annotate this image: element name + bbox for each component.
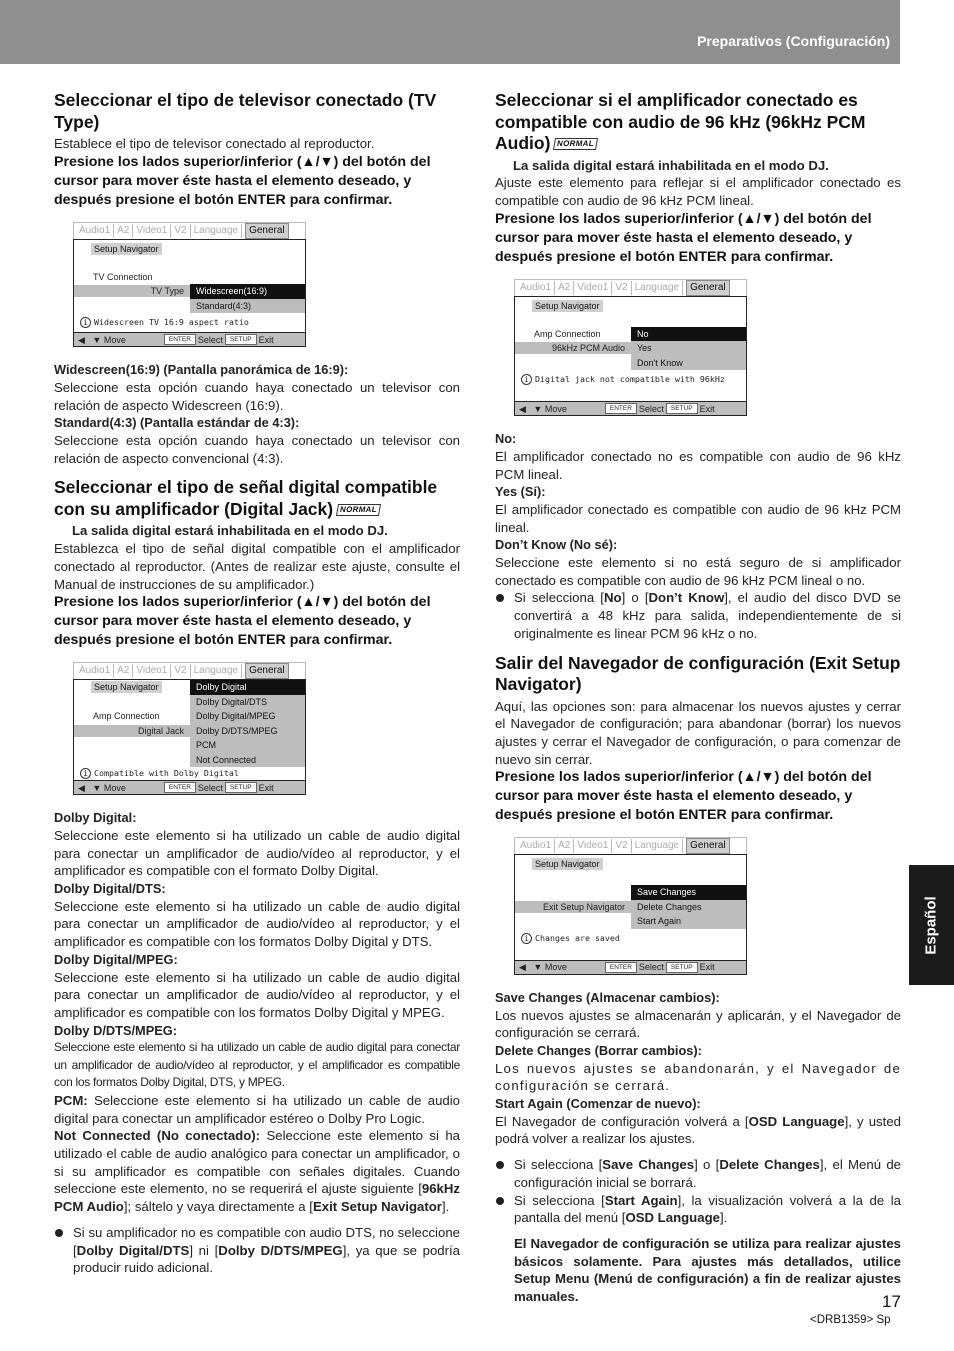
osd-option: Dolby Digital [190, 680, 305, 695]
arrow-icons: ◀ ▼ Move [519, 962, 567, 973]
osd-category: Amp Connection [534, 328, 601, 339]
osd-info: i Compatible with Dolby Digital [74, 767, 305, 780]
language-tab [909, 865, 954, 985]
info-icon: i [80, 317, 91, 328]
item-label: Start Again (Comenzar de nuevo): [495, 1096, 701, 1112]
info-icon: i [521, 933, 532, 944]
item-label: Dolby Digital/MPEG: [54, 951, 178, 967]
osd-setting: Exit Setup Navigator [515, 901, 631, 913]
tab-general: General [245, 223, 289, 239]
item-text: Los nuevos ajustes se almacenarán y aplicarán, y el Navegador de configuración se cerrará. [495, 1007, 901, 1041]
tab-audio1: Audio1 [76, 224, 114, 238]
exit-navigator-heading: Salir del Navegador de configuración (Exit Setup Navigator) [495, 652, 901, 695]
osd-select: Select [197, 334, 223, 345]
tv-type-intro: Establece el tipo de televisor conectado al reproductor. [54, 136, 375, 151]
osd-option: Yes [631, 341, 746, 356]
osd-select: Select [197, 782, 223, 793]
right-column [495, 90, 901, 1306]
osd-exit: Exit [699, 403, 715, 414]
dj-note: La salida digital estará inhabilitada en el modo DJ. [72, 523, 388, 539]
no-dontknow-bullet: Si selecciona [No] o [Don’t Know], el audio del disco DVD se convertirá a 48 kHz para salida, independientemente de si originalmente es linear PCM 96 kHz o no. [495, 589, 901, 642]
left-column [54, 90, 460, 1277]
setup-key: SETUP [225, 782, 257, 793]
item-text: Seleccione esta opción cuando haya conectado un televisor con relación de aspecto Widescreen (16:9). [54, 379, 460, 413]
item-text: El amplificador conectado no es compatible con audio de 96 kHz PCM lineal. [495, 448, 901, 482]
item-text: Seleccione este elemento si ha utilizado un cable de audio digital para conectar un amplificador de audio/vídeo al reproductor, y el amplificador es compatible con los formatos Dolby Digital, DTS, y MPEG. [54, 1040, 460, 1090]
document-code: <DRB1359> Sp [810, 1314, 891, 1326]
item-label: Delete Changes (Borrar cambios): [495, 1042, 702, 1058]
dj-note: La salida digital estará inhabilitada en el modo DJ. [513, 157, 829, 173]
pcm-item: PCM: Seleccione este elemento si ha utilizado un cable de audio digital para conectar un amplificador estéreo o Dolby Pro Logic. [54, 1092, 460, 1126]
osd-option: Dolby D/DTS/MPEG [190, 724, 305, 739]
tab-video1: Video1 [133, 224, 171, 238]
tab-video1: Video1 [133, 664, 171, 678]
final-note: El Navegador de configuración se utiliza para realizar ajustes básicos solamente. Para ajustes más detallados, utilice Setup Menu (Menú de configuración) a fin de realizar ajustes manuales. [514, 1236, 901, 1305]
digital-jack-heading: Seleccionar el tipo de señal digital compatible con su amplificador (Digital Jack) NORMAL [54, 477, 438, 519]
osd-category: Amp Connection [93, 711, 160, 722]
tab-a2: A2 [555, 281, 574, 295]
osd-option: PCM [190, 738, 305, 753]
enter-key: ENTER [164, 782, 196, 793]
item-label: Dolby Digital: [54, 810, 137, 826]
save-delete-bullet: Si selecciona [Save Changes] o [Delete Changes], el Menú de configuración inicial se borrará. [495, 1156, 901, 1191]
enter-key: ENTER [605, 403, 637, 414]
tab-video1: Video1 [574, 281, 612, 295]
exit-navigator-intro: Aquí, las opciones son: para almacenar los nuevos ajustes y cerrar el Navegador de configuración; para abandonar (borrar) los nuevos ajustes y cerrar el Navegador de configuración, o para comenzar de nuevo sin cerrar. [495, 698, 901, 767]
pcm96-instruction: Presione los lados superior/inferior (▲/▼) del botón del cursor para mover éste hasta el elemento deseado, y después presione el botón ENTER para confirmar. [495, 210, 872, 265]
info-icon: i [80, 768, 91, 779]
not-connected-item: Not Connected (No conectado): Seleccione este elemento si ha utilizado el cable de audio analógico para conectar un amplificador, o si su amplificador es compatible con señales digitales. Cuando seleccione este elemento, no se requerirá el ajuste siguiente [96kHz PCM Audio]; sáltelo y vaya directamente a [Exit Setup Navigator]. [54, 1128, 460, 1215]
start-again-text: El Navegador de configuración volverá a [OSD Language], y usted podrá volver a realizar los ajustes. [495, 1113, 901, 1147]
item-text: Seleccione este elemento si ha utilizado un cable de audio digital para conectar un amplificador de audio/vídeo al reproductor, y el amplificador es compatible con los formatos Dolby Digital y MPEG. [54, 969, 460, 1020]
item-label: Don’t Know (No sé): [495, 537, 618, 553]
pcm96-heading: Seleccionar si el amplificador conectado es compatible con audio de 96 kHz (96kHz PCM Audio) NORMAL [495, 90, 866, 153]
osd-info: i Digital jack not compatible with 96kHz [515, 370, 746, 389]
osd-tv-type [73, 222, 306, 348]
osd-exit: Exit [258, 782, 274, 793]
item-label: Yes (Sí): [495, 484, 546, 500]
osd-bottom-bar [515, 960, 746, 974]
page-number: 17 [882, 1292, 901, 1311]
digital-jack-intro: Establezca el tipo de señal digital compatible con el amplificador conectado al reproductor. (Antes de realizar este ajuste, consulte el Manual de instrucciones de su amplificador.) [54, 541, 460, 592]
tab-language: Language [632, 281, 684, 295]
start-again-bullet: Si selecciona [Start Again], la visualización volverá a la de la pantalla del menú [OSD Language]. [495, 1192, 901, 1227]
arrow-icons: ◀ ▼ Move [519, 403, 567, 414]
item-text: Seleccione esta opción cuando haya conectado un televisor con relación de aspecto convencional (4:3). [54, 433, 460, 466]
tab-a2: A2 [114, 224, 133, 238]
setup-key: SETUP [225, 334, 257, 345]
item-label: Dolby D/DTS/MPEG: [54, 1022, 177, 1038]
tab-v2: V2 [171, 664, 190, 678]
osd-select: Select [638, 962, 664, 973]
osd-option: Not Connected [190, 753, 305, 768]
enter-key: ENTER [164, 334, 196, 345]
tab-language: Language [191, 224, 243, 238]
header-bar [0, 0, 900, 64]
section-title: Preparativos (Configuración) [697, 33, 890, 49]
tab-audio1: Audio1 [517, 839, 555, 853]
language-tab-label: Español [923, 895, 941, 955]
info-icon: i [521, 374, 532, 385]
tab-v2: V2 [171, 224, 190, 238]
osd-option: Widescreen(16:9) [190, 284, 305, 299]
osd-nav-title: Setup Navigator [532, 858, 603, 870]
osd-exit-navigator [514, 837, 747, 975]
arrow-icons: ◀ ▼ Move [78, 334, 126, 345]
item-text: Los nuevos ajustes se abandonarán, y el Navegador de configuración se cerrará. [495, 1060, 901, 1094]
pcm96-intro: Ajuste este elemento para reflejar si el amplificador conectado es compatible con audio de 96 kHz PCM lineal. [495, 175, 901, 208]
osd-option: No [631, 327, 746, 342]
exit-navigator-instruction: Presione los lados superior/inferior (▲/▼) del botón del cursor para mover éste hasta el elemento deseado, y después presione el botón ENTER para confirmar. [495, 769, 872, 824]
osd-setting: Digital Jack [74, 725, 190, 737]
normal-mode-icon: NORMAL [336, 504, 381, 516]
tab-general: General [686, 280, 730, 296]
osd-info: i Widescreen TV 16:9 aspect ratio [74, 313, 305, 332]
osd-option: Standard(4:3) [190, 299, 305, 314]
enter-key: ENTER [605, 962, 637, 973]
item-text: El amplificador conectado es compatible con audio de 96 kHz PCM lineal. [495, 501, 901, 535]
osd-tabs [73, 222, 306, 239]
osd-96khz [514, 279, 747, 417]
item-label: Standard(4:3) (Pantalla estándar de 4:3): [54, 415, 300, 431]
item-text: Seleccione este elemento si ha utilizado un cable de audio digital para conectar un amplificador de audio/vídeo al reproductor, y el amplificador es compatible con los formatos Dolby Digital y DTS. [54, 898, 460, 950]
osd-setting: 96kHz PCM Audio [515, 342, 631, 354]
tab-language: Language [191, 664, 243, 678]
osd-option: Don't Know [631, 356, 746, 371]
osd-bottom-bar [74, 332, 305, 346]
tab-video1: Video1 [574, 839, 612, 853]
tv-type-heading: Seleccionar el tipo de televisor conectado (TV Type) [54, 90, 437, 132]
osd-bottom-bar [74, 780, 305, 794]
tab-v2: V2 [612, 839, 631, 853]
item-text: Seleccione este elemento si ha utilizado un cable de audio digital para conectar un amplificador de audio/vídeo al reproductor, y el amplificador es compatible con el formato Dolby Digital. [54, 827, 460, 879]
tab-audio1: Audio1 [76, 664, 114, 678]
osd-option: Dolby Digital/MPEG [190, 709, 305, 724]
setup-key: SETUP [666, 962, 698, 973]
osd-info: i Changes are saved [515, 929, 746, 948]
tv-type-instruction: Presione los lados superior/inferior (▲/▼) del botón del cursor para mover éste hasta el elemento deseado, y después presione el botón ENTER para confirmar. [54, 153, 431, 208]
osd-category: TV Connection [93, 271, 153, 282]
item-label: Widescreen(16:9) (Pantalla panorámica de 16:9): [54, 362, 349, 378]
osd-nav-title: Setup Navigator [91, 243, 162, 255]
tab-a2: A2 [555, 839, 574, 853]
arrow-icons: ◀ ▼ Move [78, 782, 126, 793]
osd-option: Start Again [631, 914, 746, 929]
item-label: Save Changes (Almacenar cambios): [495, 989, 720, 1005]
osd-option: Save Changes [631, 885, 746, 900]
osd-exit: Exit [258, 334, 274, 345]
tab-general: General [686, 838, 730, 854]
osd-bottom-bar [515, 401, 746, 415]
normal-mode-icon: NORMAL [553, 138, 598, 150]
tab-audio1: Audio1 [517, 281, 555, 295]
item-label: No: [495, 431, 517, 447]
dts-bullet: Si su amplificador no es compatible con audio DTS, no seleccione [Dolby Digital/DTS] ni [Dolby D/DTS/MPEG], ya que se podría producir ruido adicional. [54, 1224, 460, 1277]
osd-nav-title: Setup Navigator [532, 300, 603, 312]
osd-setting: TV Type [74, 285, 190, 297]
digital-jack-instruction: Presione los lados superior/inferior (▲/▼) del botón del cursor para mover éste hasta el elemento deseado, y después presione el botón ENTER para confirmar. [54, 594, 431, 649]
tab-general: General [245, 663, 289, 679]
item-label: Dolby Digital/DTS: [54, 881, 166, 897]
osd-exit: Exit [699, 962, 715, 973]
osd-digital-jack [73, 662, 306, 795]
tab-language: Language [632, 839, 684, 853]
osd-option: Delete Changes [631, 900, 746, 915]
setup-key: SETUP [666, 403, 698, 414]
item-text: Seleccione este elemento si no está seguro de si amplificador conectado es compatible con audio de 96 kHz PCM lineal o no. [495, 555, 901, 588]
tab-a2: A2 [114, 664, 133, 678]
osd-select: Select [638, 403, 664, 414]
osd-nav-title: Setup Navigator [91, 681, 162, 693]
osd-option: Dolby Digital/DTS [190, 695, 305, 710]
tab-v2: V2 [612, 281, 631, 295]
